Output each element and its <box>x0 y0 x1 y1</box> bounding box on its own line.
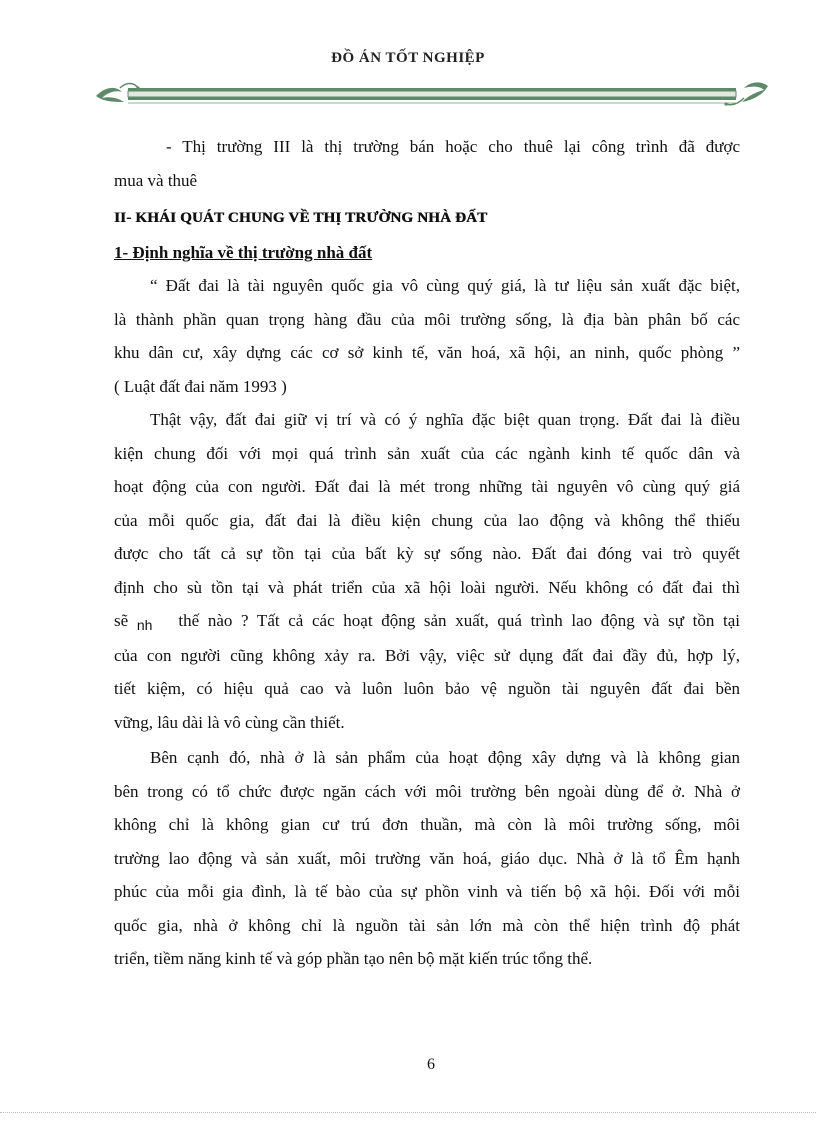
para1-line-10: vững, lâu dài là vô cùng cần thiết. <box>114 712 345 732</box>
para1-line-8: của con người cũng không xảy ra. Bởi vậy, việc sử dụng đất đai đầy đủ, hợp lý, <box>114 645 740 665</box>
para1-line-3: hoạt động của con người. Đất đai là mét trong những tài nguyên vô cùng quý giá <box>114 477 740 496</box>
quote-line-3: khu dân cư, xây dựng các cơ sở kinh tế, văn hoá, xã hội, an ninh, quốc phòng ” <box>114 343 740 362</box>
page-number: 6 <box>427 1056 435 1073</box>
para2-line-7: triển, tiềm năng kinh tế và góp phần tạo nên bộ mặt kiến trúc tổng thể. <box>114 949 593 968</box>
para1-line-7-fragment: nh <box>136 617 153 633</box>
para1-line-7-start: sẽ <box>114 611 129 630</box>
para1-line-1: Thật vậy, đất đai giữ vị trí và có ý nghĩa đặc biệt quan trọng. Đất đai là điều <box>150 410 740 429</box>
para2-line-6: quốc gia, nhà ở không chỉ là nguồn tài sản lớn mà còn thể hiện trình độ phát <box>114 915 740 935</box>
para1-line-7 <box>114 604 740 639</box>
page-bottom-edge <box>0 1112 816 1113</box>
intro-line-1: - Thị trường III là thị trường bán hoặc cho thuê lại công trình đã được <box>166 137 740 156</box>
quote-line-2: là thành phần quan trọng hàng đầu của môi trường sống, là địa bàn phân bố các <box>114 309 740 329</box>
sub-heading-line <box>114 236 740 270</box>
divider-bars <box>128 88 736 103</box>
para1-line-9: tiết kiệm, có hiệu quả cao và luôn luôn bảo vệ nguồn tài nguyên đất đai bền <box>114 679 740 698</box>
para2-line-1: Bên cạnh đó, nhà ở là sản phẩm của hoạt động xây dựng và là không gian <box>150 748 740 767</box>
para2-line-3: không chỉ là không gian cư trú đơn thuần, mà còn là môi trường sống, môi <box>114 815 740 834</box>
document-body <box>114 130 740 976</box>
para2-line-2: bên trong có tổ chức được ngăn cách với môi trường bên ngoài dùng để ở. Nhà ở <box>114 781 740 801</box>
section-heading: II- KHÁI QUÁT CHUNG VỀ THỊ TRƯỜNG NHÀ ĐẤT <box>114 210 488 226</box>
para1-line-5: được cho tất cả sự tồn tại của bất kỳ sự sống nào. Đất đai đóng vai trò quyết <box>114 544 740 563</box>
quote-citation: ( Luật đất đai năm 1993 ) <box>114 376 287 396</box>
para2-line-5: phúc của mỗi gia đình, là tế bào của sự phồn vinh và tiến bộ xã hội. Đối với mỗi <box>114 882 740 901</box>
para1-line-2: kiện chung đối với mọi quá trình sản xuất của các ngành kinh tế quốc dân và <box>114 443 740 463</box>
quote-line-1: “ Đất đai là tài nguyên quốc gia vô cùng quý giá, là tư liệu sản xuất đặc biệt, <box>150 276 740 295</box>
para1-line-4: của mỗi quốc gia, đất đai là điều kiện chung của lao động và không thể thiếu <box>114 510 740 530</box>
sub-heading: 1- Định nghĩa về thị trường nhà đất <box>114 242 373 262</box>
document-header-title: ĐỒ ÁN TỐT NGHIỆP <box>331 50 485 66</box>
para2-line-4: trường lao động và sản xuất, môi trường văn hoá, giáo dục. Nhà ở là tổ Êm hạnh <box>114 848 740 868</box>
intro-line-2: mua và thuê <box>114 170 198 190</box>
para1-line-7-end: thế nào ? Tất cả các hoạt động sản xuất, quá trình lao động và sự tồn tại <box>178 611 741 630</box>
decorative-divider <box>92 76 772 112</box>
para1-line-6: định cho sù tồn tại và phát triển của xã hội loài người. Nếu không có đất đai thì <box>114 577 740 597</box>
